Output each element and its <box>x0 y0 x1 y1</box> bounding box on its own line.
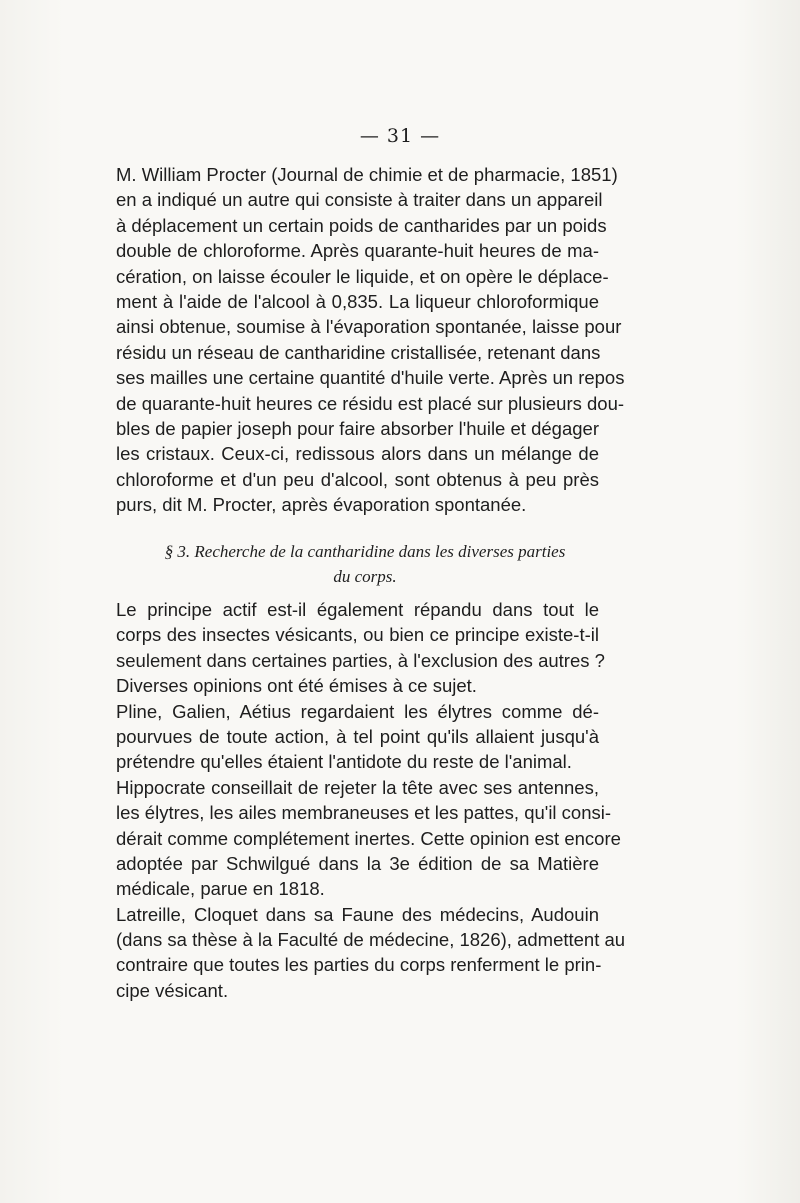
text-line: Pline, Galien, Aétius regardaient les élytres comme dé- <box>116 700 599 722</box>
text-line: bles de papier joseph pour faire absorber l'huile et dégager <box>116 417 599 439</box>
text-line: les cristaux. Ceux-ci, redissous alors dans un mélange de <box>116 443 599 465</box>
text-line: seulement dans certaines parties, à l'exclusion des autres ? <box>116 649 605 671</box>
text-line: adoptée par Schwilgué dans la 3e édition de sa Matière <box>116 852 599 874</box>
text-line: Hippocrate conseillait de rejeter la tête avec ses antennes, <box>116 776 599 798</box>
text-line: prétendre qu'elles étaient l'antidote du reste de l'animal. <box>116 751 572 773</box>
page-number: — 31 — <box>359 125 441 147</box>
paragraph-procter <box>116 162 625 517</box>
text-line: à déplacement un certain poids de cantharides par un poids <box>116 214 607 236</box>
section-heading-line: § 3. Recherche de la cantharidine dans les diverses parties <box>164 542 566 561</box>
text-line: de quarante-huit heures ce résidu est placé sur plusieurs dou- <box>116 392 625 414</box>
text-line: cération, on laisse écouler le liquide, et on opère le déplace- <box>116 265 609 287</box>
text-line: pourvues de toute action, à tel point qu'ils allaient jusqu'à <box>116 725 599 747</box>
text-line: M. William Procter (Journal de chimie et de pharmacie, 1851) <box>116 164 618 185</box>
text-line: (dans sa thèse à la Faculté de médecine, 1826), admettent au <box>116 929 626 951</box>
text-line: Diverses opinions ont été émises à ce sujet. <box>116 675 477 697</box>
paragraph-distribution <box>116 597 626 1003</box>
text-line: chloroforme et d'un peu d'alcool, sont obtenus à peu près <box>116 468 599 490</box>
text-line: double de chloroforme. Après quarante-huit heures de ma- <box>116 240 599 262</box>
text-line: contraire que toutes les parties du corps renferment le prin- <box>116 954 602 976</box>
section-heading-line: du corps. <box>333 567 397 586</box>
text-line: en a indiqué un autre qui consiste à traiter dans un appareil <box>116 189 603 211</box>
text-line: ment à l'aide de l'alcool à 0,835. La liqueur chloroformique <box>116 290 599 312</box>
text-line: ses mailles une certaine quantité d'huile verte. Après un repos <box>116 367 625 389</box>
text-line: ainsi obtenue, soumise à l'évaporation spontanée, laisse pour <box>116 316 622 338</box>
text-line: purs, dit M. Procter, après évaporation spontanée. <box>116 494 527 516</box>
text-line: dérait comme complétement inertes. Cette opinion est encore <box>116 827 621 849</box>
text-line: les élytres, les ailes membraneuses et les pattes, qu'il consi- <box>116 802 612 824</box>
text-line: médicale, parue en 1818. <box>116 878 325 900</box>
text-line: cipe vésicant. <box>116 979 229 1001</box>
text-line: corps des insectes vésicants, ou bien ce principe existe-t-il <box>116 624 599 646</box>
section-heading <box>130 539 600 589</box>
text-line: résidu un réseau de cantharidine cristallisée, retenant dans <box>116 341 601 363</box>
text-line: Le principe actif est-il également répandu dans tout le <box>116 599 599 620</box>
text-line: Latreille, Cloquet dans sa Faune des médecins, Audouin <box>116 903 599 925</box>
